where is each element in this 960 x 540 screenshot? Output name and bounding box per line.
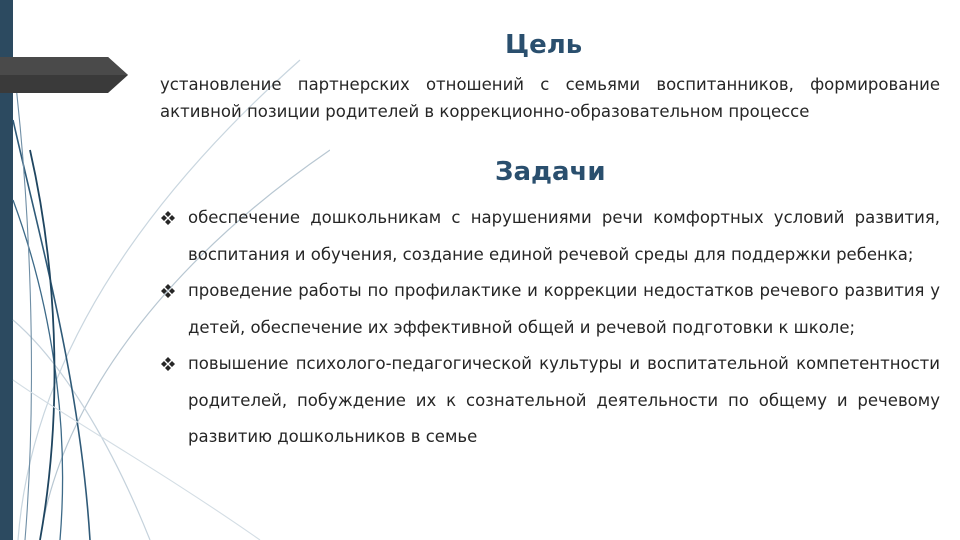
tasks-list <box>160 200 940 456</box>
task-item <box>160 200 940 273</box>
four-diamond-bullet-icon <box>161 211 175 225</box>
goal-heading: Цель <box>505 30 583 60</box>
task-item <box>160 273 940 346</box>
four-diamond-bullet-icon <box>161 357 175 371</box>
goal-text: установление партнерских отношений с семьями воспитанников, формирование активной позиции родителей в коррекционно-образовательном процессе <box>160 75 940 121</box>
four-diamond-bullet-icon <box>161 284 175 298</box>
task-item <box>160 346 940 456</box>
title-arrow-ribbon <box>0 57 128 93</box>
tasks-heading: Задачи <box>495 157 606 187</box>
task-text: проведение работы по профилактике и коррекции недостатков речевого развития у детей, обеспечение их эффективной общей и речевой подготовки к школе; <box>188 281 940 337</box>
task-text: обеспечение дошкольникам с нарушениями речи комфортных условий развития, воспитания и обучения, создание единой речевой среды для поддержки ребенка; <box>188 208 940 264</box>
task-text: повышение психолого-педагогической культуры и воспитательной компетентности родителей, побуждение их к сознательной деятельности по общему и речевому развитию дошкольников в семье <box>188 354 940 446</box>
